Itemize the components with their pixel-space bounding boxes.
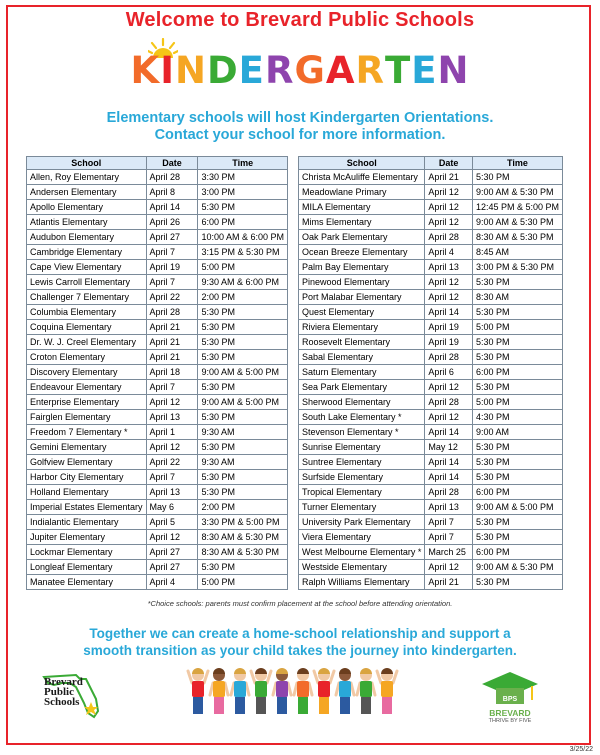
- table-row: [27, 260, 288, 275]
- time-cell: 8:30 AM & 5:30 PM: [198, 545, 288, 560]
- time-cell: 3:00 PM: [198, 185, 288, 200]
- table-row: [27, 170, 288, 185]
- time-cell: 3:15 PM & 5:30 PM: [198, 245, 288, 260]
- school-cell: Atlantis Elementary: [27, 215, 147, 230]
- table-row: [299, 305, 563, 320]
- table-row: [299, 410, 563, 425]
- table-row: [299, 185, 563, 200]
- time-cell: 5:30 PM: [472, 380, 562, 395]
- header-school: School: [27, 157, 147, 170]
- child-figure: [294, 668, 312, 714]
- title-letter: G: [294, 49, 326, 92]
- date-cell: April 13: [146, 485, 198, 500]
- time-cell: 5:30 PM: [198, 350, 288, 365]
- date-cell: April 12: [146, 530, 198, 545]
- time-cell: 5:30 PM: [198, 410, 288, 425]
- school-cell: Columbia Elementary: [27, 305, 147, 320]
- table-row: [299, 260, 563, 275]
- table-row: [299, 230, 563, 245]
- table-row: [27, 215, 288, 230]
- date-cell: April 12: [425, 200, 473, 215]
- school-cell: Cambridge Elementary: [27, 245, 147, 260]
- table-row: [27, 380, 288, 395]
- time-cell: 5:30 PM: [472, 170, 562, 185]
- intro-text: [0, 110, 600, 144]
- date-cell: April 14: [425, 305, 473, 320]
- time-cell: 10:00 AM & 6:00 PM: [198, 230, 288, 245]
- header-date: Date: [425, 157, 473, 170]
- school-cell: West Melbourne Elementary *: [299, 545, 425, 560]
- date-cell: April 26: [146, 215, 198, 230]
- table-row: [299, 395, 563, 410]
- time-cell: 5:30 PM: [198, 320, 288, 335]
- date-cell: April 28: [425, 485, 473, 500]
- table-row: [299, 335, 563, 350]
- date-cell: April 12: [146, 395, 198, 410]
- time-cell: 5:30 PM: [198, 440, 288, 455]
- time-cell: 9:00 AM: [472, 425, 562, 440]
- table-row: [299, 170, 563, 185]
- school-cell: Lewis Carroll Elementary: [27, 275, 147, 290]
- choice-schools-footnote: *Choice schools: parents must confirm placement at the school before attending orientation.: [147, 599, 453, 608]
- school-cell: Quest Elementary: [299, 305, 425, 320]
- date-cell: April 5: [146, 515, 198, 530]
- brand-badge: BPS: [502, 696, 518, 703]
- child-figure: [336, 668, 354, 714]
- table-row: [299, 245, 563, 260]
- title-letter: N: [437, 49, 470, 92]
- child-figure: [188, 668, 208, 714]
- date-cell: April 19: [425, 320, 473, 335]
- child-figure: [210, 668, 228, 714]
- school-cell: Challenger 7 Elementary: [27, 290, 147, 305]
- school-cell: Imperial Estates Elementary: [27, 500, 147, 515]
- school-cell: Surfside Elementary: [299, 470, 425, 485]
- school-cell: Sunrise Elementary: [299, 440, 425, 455]
- schedule-table-left: [26, 156, 288, 590]
- table-row: [27, 185, 288, 200]
- table-row: [27, 275, 288, 290]
- school-cell: Golfview Elementary: [27, 455, 147, 470]
- child-figure: [314, 668, 334, 714]
- time-cell: 5:30 PM: [198, 335, 288, 350]
- time-cell: 6:00 PM: [472, 365, 562, 380]
- school-cell: Oak Park Elementary: [299, 230, 425, 245]
- time-cell: 4:30 PM: [472, 410, 562, 425]
- date-cell: April 7: [146, 245, 198, 260]
- title-letter: R: [355, 49, 385, 92]
- table-row: [27, 230, 288, 245]
- school-cell: Coquina Elementary: [27, 320, 147, 335]
- table-row: [299, 440, 563, 455]
- table-row: [27, 425, 288, 440]
- school-cell: Indialantic Elementary: [27, 515, 147, 530]
- intro-line-1: Elementary schools will host Kindergarten Orientations.: [106, 110, 494, 126]
- date-cell: April 14: [146, 200, 198, 215]
- table-row: [299, 365, 563, 380]
- child-figure: [273, 668, 291, 714]
- table-header-row: [27, 157, 288, 170]
- date-cell: March 25: [425, 545, 473, 560]
- school-cell: Freedom 7 Elementary *: [27, 425, 147, 440]
- time-cell: 5:30 PM: [472, 305, 562, 320]
- table-row: [299, 530, 563, 545]
- table-row: [27, 575, 288, 590]
- date-cell: April 13: [425, 500, 473, 515]
- time-cell: 6:00 PM: [472, 545, 562, 560]
- date-cell: April 14: [425, 425, 473, 440]
- table-row: [27, 200, 288, 215]
- school-cell: Christa McAuliffe Elementary: [299, 170, 425, 185]
- child-figure: [231, 668, 249, 714]
- table-row: [27, 395, 288, 410]
- date-cell: April 13: [425, 260, 473, 275]
- table-row: [27, 455, 288, 470]
- time-cell: 9:30 AM: [198, 455, 288, 470]
- date-cell: May 6: [146, 500, 198, 515]
- school-cell: Longleaf Elementary: [27, 560, 147, 575]
- time-cell: 3:00 PM & 5:30 PM: [472, 260, 562, 275]
- table-row: [27, 500, 288, 515]
- date-cell: April 21: [146, 335, 198, 350]
- date-cell: April 28: [425, 230, 473, 245]
- table-row: [27, 485, 288, 500]
- table-row: [299, 470, 563, 485]
- time-cell: 5:30 PM: [198, 470, 288, 485]
- date-cell: April 4: [425, 245, 473, 260]
- time-cell: 5:30 PM: [198, 560, 288, 575]
- table-row: [27, 350, 288, 365]
- table-row: [299, 425, 563, 440]
- school-cell: Croton Elementary: [27, 350, 147, 365]
- time-cell: 9:30 AM & 6:00 PM: [198, 275, 288, 290]
- school-cell: Riviera Elementary: [299, 320, 425, 335]
- time-cell: 5:30 PM: [472, 515, 562, 530]
- school-cell: Sabal Elementary: [299, 350, 425, 365]
- date-cell: April 21: [146, 320, 198, 335]
- header-date: Date: [146, 157, 198, 170]
- header-school: School: [299, 157, 425, 170]
- date-cell: April 27: [146, 545, 198, 560]
- date-cell: April 22: [146, 290, 198, 305]
- school-cell: Cape View Elementary: [27, 260, 147, 275]
- school-cell: Westside Elementary: [299, 560, 425, 575]
- date-cell: April 12: [425, 290, 473, 305]
- date-cell: April 8: [146, 185, 198, 200]
- table-row: [27, 515, 288, 530]
- time-cell: 5:30 PM: [472, 530, 562, 545]
- time-cell: 9:00 AM & 5:30 PM: [472, 185, 562, 200]
- date-cell: April 21: [146, 350, 198, 365]
- school-cell: Mims Elementary: [299, 215, 425, 230]
- date-cell: April 12: [146, 440, 198, 455]
- title-letter: E: [411, 49, 438, 92]
- time-cell: 5:30 PM: [472, 575, 562, 590]
- title-letter: I: [160, 49, 175, 92]
- school-cell: Endeavour Elementary: [27, 380, 147, 395]
- schedule-table-right: [298, 156, 563, 590]
- school-cell: Fairglen Elementary: [27, 410, 147, 425]
- table-row: [27, 245, 288, 260]
- child-figure: [377, 668, 397, 714]
- school-cell: Roosevelt Elementary: [299, 335, 425, 350]
- date-cell: April 28: [425, 350, 473, 365]
- kindergarten-logo: [0, 40, 600, 92]
- date-cell: April 28: [146, 170, 198, 185]
- date-cell: April 12: [425, 185, 473, 200]
- time-cell: 5:00 PM: [472, 395, 562, 410]
- date-cell: April 7: [425, 530, 473, 545]
- school-cell: Suntree Elementary: [299, 455, 425, 470]
- table-row: [299, 455, 563, 470]
- header-time: Time: [198, 157, 288, 170]
- closing-text: [0, 625, 600, 659]
- table-header-row: [299, 157, 563, 170]
- time-cell: 2:00 PM: [198, 500, 288, 515]
- time-cell: 5:30 PM: [198, 485, 288, 500]
- welcome-heading: Welcome to Brevard Public Schools: [125, 9, 475, 31]
- time-cell: 3:30 PM: [198, 170, 288, 185]
- bps-logo-text: Brevard Public Schools: [44, 676, 83, 708]
- table-row: [299, 560, 563, 575]
- time-cell: 5:30 PM: [472, 440, 562, 455]
- time-cell: 9:00 AM & 5:30 PM: [472, 560, 562, 575]
- time-cell: 5:30 PM: [198, 305, 288, 320]
- school-cell: Ralph Williams Elementary: [299, 575, 425, 590]
- school-cell: Tropical Elementary: [299, 485, 425, 500]
- date-cell: April 12: [425, 215, 473, 230]
- date-cell: April 19: [146, 260, 198, 275]
- school-cell: Port Malabar Elementary: [299, 290, 425, 305]
- date-cell: April 7: [146, 470, 198, 485]
- title-letter: E: [238, 49, 265, 92]
- school-cell: Dr. W. J. Creel Elementary: [27, 335, 147, 350]
- date-cell: April 4: [146, 575, 198, 590]
- date-cell: April 18: [146, 365, 198, 380]
- time-cell: 12:45 PM & 5:00 PM: [472, 200, 562, 215]
- table-row: [27, 545, 288, 560]
- time-cell: 5:00 PM: [472, 320, 562, 335]
- school-cell: Enterprise Elementary: [27, 395, 147, 410]
- school-cell: Harbor City Elementary: [27, 470, 147, 485]
- table-row: [299, 575, 563, 590]
- school-cell: Sherwood Elementary: [299, 395, 425, 410]
- table-row: [299, 215, 563, 230]
- school-cell: Gemini Elementary: [27, 440, 147, 455]
- school-cell: Discovery Elementary: [27, 365, 147, 380]
- children-illustration: [186, 667, 411, 719]
- table-row: [27, 305, 288, 320]
- school-cell: Audubon Elementary: [27, 230, 147, 245]
- school-cell: University Park Elementary: [299, 515, 425, 530]
- time-cell: 5:00 PM: [198, 260, 288, 275]
- title-letter: D: [206, 49, 239, 92]
- table-row: [27, 320, 288, 335]
- time-cell: 5:30 PM: [198, 200, 288, 215]
- time-cell: 6:00 PM: [198, 215, 288, 230]
- school-cell: Sea Park Elementary: [299, 380, 425, 395]
- date-cell: April 13: [146, 410, 198, 425]
- table-row: [299, 275, 563, 290]
- time-cell: 5:30 PM: [472, 350, 562, 365]
- date-cell: April 12: [425, 275, 473, 290]
- table-row: [27, 530, 288, 545]
- time-cell: 6:00 PM: [472, 485, 562, 500]
- date-cell: April 14: [425, 455, 473, 470]
- graduation-cap-icon: [480, 670, 540, 710]
- school-cell: Lockmar Elementary: [27, 545, 147, 560]
- child-figure: [251, 668, 271, 714]
- table-row: [27, 410, 288, 425]
- school-cell: Manatee Elementary: [27, 575, 147, 590]
- table-row: [27, 335, 288, 350]
- kindergarten-title: [130, 49, 470, 92]
- time-cell: 9:30 AM: [198, 425, 288, 440]
- table-row: [299, 485, 563, 500]
- time-cell: 5:30 PM: [472, 275, 562, 290]
- closing-line-1: Together we can create a home-school relationship and support a: [89, 626, 511, 641]
- closing-line-2: smooth transition as your child takes the journey into kindergarten.: [83, 643, 517, 658]
- school-cell: Andersen Elementary: [27, 185, 147, 200]
- school-cell: Allen, Roy Elementary: [27, 170, 147, 185]
- school-cell: Turner Elementary: [299, 500, 425, 515]
- table-row: [27, 365, 288, 380]
- date-cell: April 7: [425, 515, 473, 530]
- time-cell: 2:00 PM: [198, 290, 288, 305]
- time-cell: 3:30 PM & 5:00 PM: [198, 515, 288, 530]
- time-cell: 8:30 AM & 5:30 PM: [472, 230, 562, 245]
- title-letter: N: [174, 49, 207, 92]
- intro-line-2: Contact your school for more information.: [154, 127, 446, 143]
- table-row: [299, 320, 563, 335]
- time-cell: 5:30 PM: [472, 455, 562, 470]
- title-letter: R: [264, 49, 295, 92]
- header-time: Time: [472, 157, 562, 170]
- date-cell: April 12: [425, 560, 473, 575]
- time-cell: 9:00 AM & 5:30 PM: [472, 215, 562, 230]
- title-letter: T: [384, 49, 412, 92]
- school-cell: South Lake Elementary *: [299, 410, 425, 425]
- school-cell: Viera Elementary: [299, 530, 425, 545]
- table-row: [27, 470, 288, 485]
- school-cell: Apollo Elementary: [27, 200, 147, 215]
- school-cell: Stevenson Elementary *: [299, 425, 425, 440]
- school-cell: Jupiter Elementary: [27, 530, 147, 545]
- table-row: [299, 515, 563, 530]
- date-cell: April 28: [146, 305, 198, 320]
- time-cell: 5:30 PM: [472, 470, 562, 485]
- date-cell: April 1: [146, 425, 198, 440]
- table-row: [27, 290, 288, 305]
- time-cell: 9:00 AM & 5:00 PM: [198, 365, 288, 380]
- school-cell: Pinewood Elementary: [299, 275, 425, 290]
- date-cell: April 7: [146, 275, 198, 290]
- child-figure: [357, 668, 375, 714]
- date-cell: April 12: [425, 380, 473, 395]
- date-cell: April 7: [146, 380, 198, 395]
- table-row: [299, 200, 563, 215]
- date-cell: April 27: [146, 230, 198, 245]
- date-cell: April 19: [425, 335, 473, 350]
- date-cell: April 22: [146, 455, 198, 470]
- school-cell: MILA Elementary: [299, 200, 425, 215]
- time-cell: 9:00 AM & 5:00 PM: [472, 500, 562, 515]
- time-cell: 8:30 AM: [472, 290, 562, 305]
- brand-name: BREVARD: [489, 708, 531, 718]
- date-cell: April 12: [425, 410, 473, 425]
- date-cell: April 6: [425, 365, 473, 380]
- date-cell: April 14: [425, 470, 473, 485]
- table-row: [299, 380, 563, 395]
- table-row: [299, 500, 563, 515]
- school-cell: Meadowlane Primary: [299, 185, 425, 200]
- school-cell: Palm Bay Elementary: [299, 260, 425, 275]
- date-cell: May 12: [425, 440, 473, 455]
- date-cell: April 21: [425, 170, 473, 185]
- time-cell: 8:45 AM: [472, 245, 562, 260]
- table-row: [299, 545, 563, 560]
- time-cell: 5:30 PM: [198, 380, 288, 395]
- date-stamp: 3/25/22: [569, 746, 593, 753]
- table-row: [299, 290, 563, 305]
- time-cell: 9:00 AM & 5:00 PM: [198, 395, 288, 410]
- title-letter: K: [130, 49, 161, 92]
- date-cell: April 21: [425, 575, 473, 590]
- date-cell: April 27: [146, 560, 198, 575]
- title-letter: A: [325, 49, 356, 92]
- time-cell: 5:00 PM: [198, 575, 288, 590]
- table-row: [27, 560, 288, 575]
- school-cell: Holland Elementary: [27, 485, 147, 500]
- time-cell: 5:30 PM: [472, 335, 562, 350]
- school-cell: Saturn Elementary: [299, 365, 425, 380]
- date-cell: April 28: [425, 395, 473, 410]
- table-row: [27, 440, 288, 455]
- school-cell: Ocean Breeze Elementary: [299, 245, 425, 260]
- brand-tagline: THRIVE BY FIVE: [488, 718, 532, 724]
- table-row: [299, 350, 563, 365]
- time-cell: 8:30 AM & 5:30 PM: [198, 530, 288, 545]
